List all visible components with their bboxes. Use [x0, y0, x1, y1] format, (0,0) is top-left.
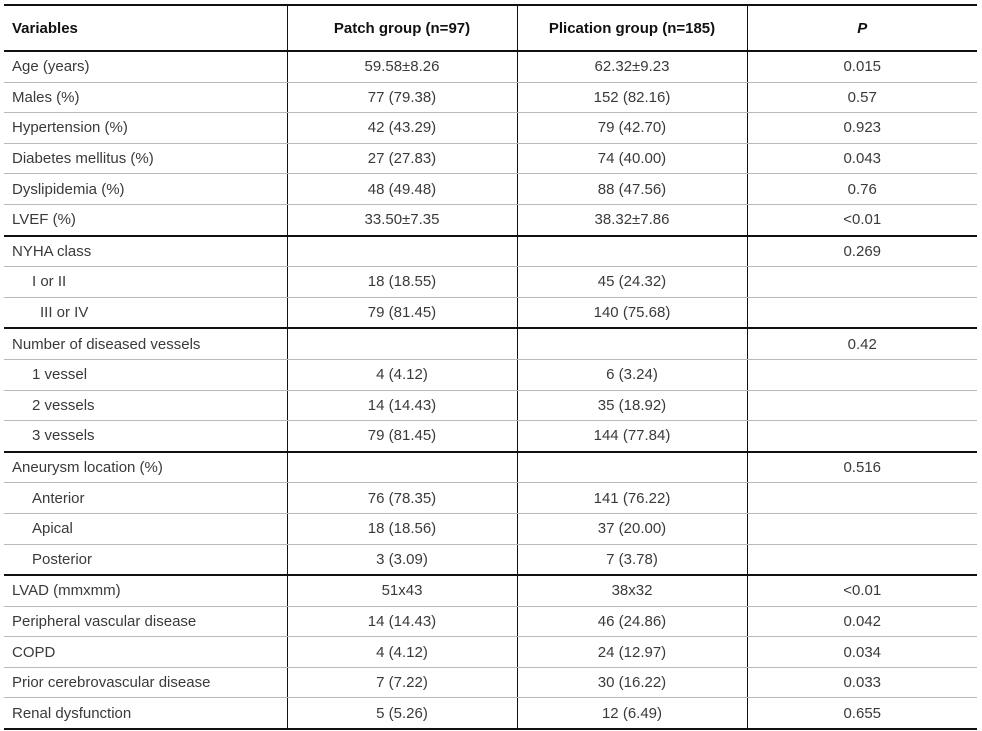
row-plication-value: 62.32±9.23: [517, 51, 747, 82]
row-patch-value: [287, 452, 517, 483]
row-patch-value: 18 (18.56): [287, 513, 517, 544]
row-p-value: [747, 483, 977, 514]
row-plication-value: 141 (76.22): [517, 483, 747, 514]
row-patch-value: 18 (18.55): [287, 267, 517, 298]
row-variable: Posterior: [4, 544, 287, 575]
row-patch-value: 14 (14.43): [287, 390, 517, 421]
row-patch-value: 59.58±8.26: [287, 51, 517, 82]
table-group-row: [4, 452, 977, 483]
row-p-value: 0.043: [747, 143, 977, 174]
row-variable: Hypertension (%): [4, 113, 287, 144]
header-variables: Variables: [4, 6, 287, 51]
row-variable: Anterior: [4, 483, 287, 514]
row-patch-value: [287, 236, 517, 267]
row-variable: COPD: [4, 637, 287, 668]
row-variable: I or II: [4, 267, 287, 298]
row-p-value: 0.516: [747, 452, 977, 483]
row-p-value: [747, 421, 977, 452]
row-patch-value: 42 (43.29): [287, 113, 517, 144]
header-patch-group: Patch group (n=97): [287, 6, 517, 51]
row-p-value: 0.42: [747, 328, 977, 359]
row-variable: 3 vessels: [4, 421, 287, 452]
baseline-characteristics-table: [4, 6, 977, 730]
row-plication-value: 152 (82.16): [517, 82, 747, 113]
row-patch-value: 7 (7.22): [287, 667, 517, 698]
row-p-value: 0.655: [747, 698, 977, 729]
row-plication-value: 38.32±7.86: [517, 204, 747, 235]
row-variable: 2 vessels: [4, 390, 287, 421]
table-row: [4, 113, 977, 144]
row-variable: Peripheral vascular disease: [4, 606, 287, 637]
table-row: [4, 637, 977, 668]
row-patch-value: 27 (27.83): [287, 143, 517, 174]
row-plication-value: 12 (6.49): [517, 698, 747, 729]
table-subrow: [4, 544, 977, 575]
row-patch-value: 77 (79.38): [287, 82, 517, 113]
row-plication-value: 46 (24.86): [517, 606, 747, 637]
table-row: [4, 698, 977, 729]
row-plication-value: 7 (3.78): [517, 544, 747, 575]
row-plication-value: [517, 328, 747, 359]
row-p-value: <0.01: [747, 204, 977, 235]
row-plication-value: 30 (16.22): [517, 667, 747, 698]
table-row: [4, 606, 977, 637]
row-p-value: [747, 390, 977, 421]
table-row: [4, 204, 977, 235]
header-plication-group: Plication group (n=185): [517, 6, 747, 51]
row-patch-value: 5 (5.26): [287, 698, 517, 729]
table-header-row: [4, 6, 977, 51]
row-patch-value: 76 (78.35): [287, 483, 517, 514]
row-patch-value: 3 (3.09): [287, 544, 517, 575]
table-group-row: [4, 328, 977, 359]
row-plication-value: [517, 236, 747, 267]
table-subrow: [4, 297, 977, 328]
row-p-value: 0.57: [747, 82, 977, 113]
table-subrow: [4, 359, 977, 390]
row-patch-value: 33.50±7.35: [287, 204, 517, 235]
table-subrow: [4, 513, 977, 544]
row-variable: LVEF (%): [4, 204, 287, 235]
row-variable: Age (years): [4, 51, 287, 82]
header-p-value: P: [747, 6, 977, 51]
row-patch-value: 4 (4.12): [287, 359, 517, 390]
table-row: [4, 51, 977, 82]
table-group-row: [4, 236, 977, 267]
row-patch-value: 79 (81.45): [287, 421, 517, 452]
row-variable: Renal dysfunction: [4, 698, 287, 729]
table-subrow: [4, 483, 977, 514]
row-p-value: [747, 513, 977, 544]
row-plication-value: [517, 452, 747, 483]
row-p-value: [747, 359, 977, 390]
row-variable: LVAD (mmxmm): [4, 575, 287, 606]
row-p-value: 0.923: [747, 113, 977, 144]
row-plication-value: 45 (24.32): [517, 267, 747, 298]
row-p-value: 0.015: [747, 51, 977, 82]
row-plication-value: 37 (20.00): [517, 513, 747, 544]
row-p-value: <0.01: [747, 575, 977, 606]
row-variable: NYHA class: [4, 236, 287, 267]
row-p-value: [747, 544, 977, 575]
table-row: [4, 667, 977, 698]
row-p-value: 0.033: [747, 667, 977, 698]
table-row: [4, 174, 977, 205]
row-plication-value: 144 (77.84): [517, 421, 747, 452]
row-patch-value: 14 (14.43): [287, 606, 517, 637]
row-patch-value: 48 (49.48): [287, 174, 517, 205]
table-row: [4, 143, 977, 174]
row-plication-value: 6 (3.24): [517, 359, 747, 390]
row-variable: Apical: [4, 513, 287, 544]
row-patch-value: [287, 328, 517, 359]
row-p-value: [747, 297, 977, 328]
row-plication-value: 79 (42.70): [517, 113, 747, 144]
row-variable: 1 vessel: [4, 359, 287, 390]
row-p-value: 0.269: [747, 236, 977, 267]
row-variable: Dyslipidemia (%): [4, 174, 287, 205]
row-plication-value: 24 (12.97): [517, 637, 747, 668]
table-row: [4, 82, 977, 113]
row-patch-value: 51x43: [287, 575, 517, 606]
row-variable: Aneurysm location (%): [4, 452, 287, 483]
row-patch-value: 79 (81.45): [287, 297, 517, 328]
row-plication-value: 140 (75.68): [517, 297, 747, 328]
table-subrow: [4, 421, 977, 452]
table-row: [4, 575, 977, 606]
row-patch-value: 4 (4.12): [287, 637, 517, 668]
row-p-value: 0.76: [747, 174, 977, 205]
row-p-value: [747, 267, 977, 298]
row-variable: III or IV: [4, 297, 287, 328]
row-p-value: 0.042: [747, 606, 977, 637]
table-subrow: [4, 267, 977, 298]
row-variable: Number of diseased vessels: [4, 328, 287, 359]
row-plication-value: 74 (40.00): [517, 143, 747, 174]
table-subrow: [4, 390, 977, 421]
row-variable: Males (%): [4, 82, 287, 113]
row-variable: Prior cerebrovascular disease: [4, 667, 287, 698]
row-variable: Diabetes mellitus (%): [4, 143, 287, 174]
row-plication-value: 88 (47.56): [517, 174, 747, 205]
row-p-value: 0.034: [747, 637, 977, 668]
row-plication-value: 35 (18.92): [517, 390, 747, 421]
row-plication-value: 38x32: [517, 575, 747, 606]
